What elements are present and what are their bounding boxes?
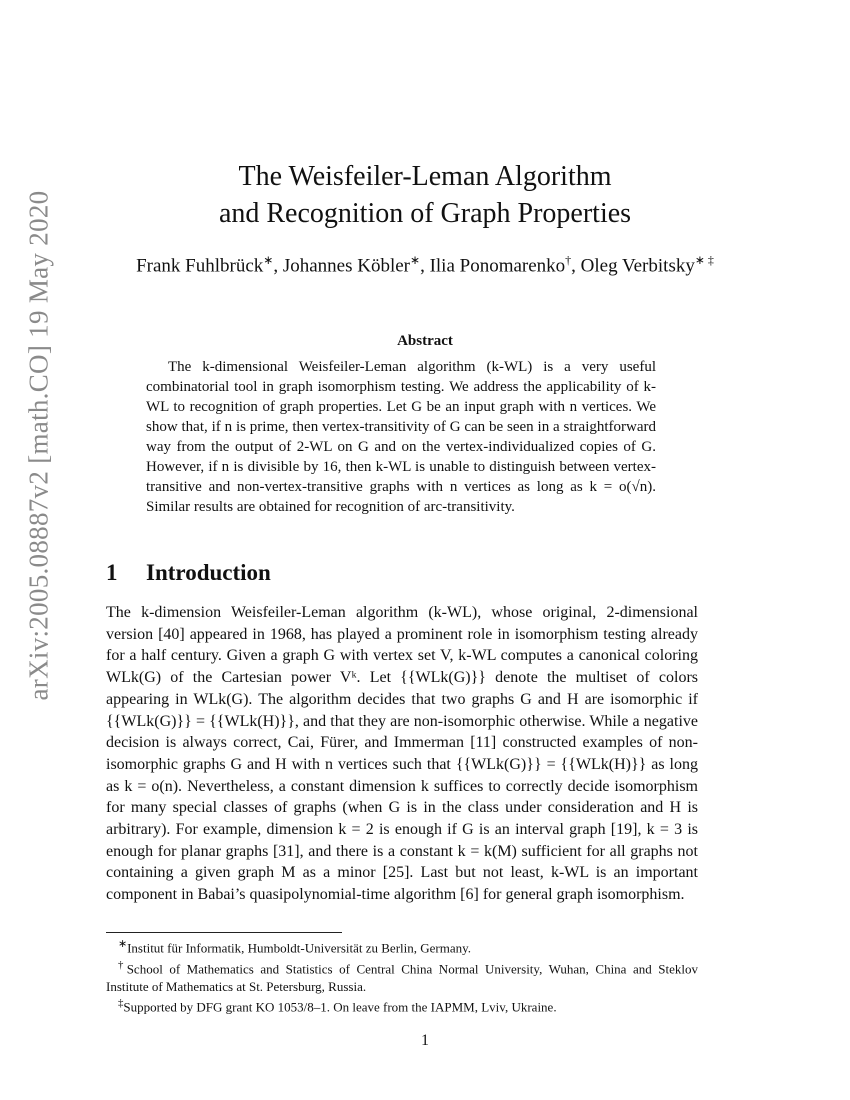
footnote-mark: ∗ <box>118 938 128 950</box>
paper-title-line-2: and Recognition of Graph Properties <box>218 198 632 229</box>
page-number: 1 <box>421 1032 429 1049</box>
section-heading <box>106 560 271 586</box>
introduction-paragraph: The k-dimension Weisfeiler-Leman algorithm (k-WL), whose original, 2-dimensional version [40] appeared in 1968, has played a prominent role in isomorphism testing already for a half century. Given a graph G with vertex set V, k-WL computes a canonical coloring WLk(G) of the Cartesian power Vᵏ. Let {{WLk(G)}} denote the multiset of colors appearing in WLk(G). The algorithm decides that two graphs G and H are isomorphic if {{WLk(G)}} = {{WLk(H)}}, and that they are non-isomorphic otherwise. While a negative decision is always correct, Cai, Fürer, and Immerman [11] constructed examples of non-isomorphic graphs G and H with n vertices such that {{WLk(G)}} = {{WLk(H)}} as long as k = o(n). Nevertheless, a constant dimension k suffices to correctly decide isomorphism for many special classes of graphs (when G is in the class under consideration and H is arbitrary). For example, dimension k = 2 is enough if G is an interval graph [19], k = 3 is enough for planar graphs [31], and there is a constant k = k(M) sufficient for all graphs not containing a given graph M as a minor [25]. Last but not least, k-WL is an important component in Babai’s quasipolynomial-time algorithm [6] for general graph isomorphism. <box>106 604 698 904</box>
author-name: Oleg Verbitsky <box>580 255 695 277</box>
arxiv-identifier-text: arXiv:2005.08887v2 [math.CO] 19 May 2020 <box>23 190 54 700</box>
author-affiliation-mark: † <box>565 253 572 267</box>
author-name: Johannes Köbler <box>282 255 410 277</box>
paper-title-line-1: The Weisfeiler-Leman Algorithm <box>238 161 612 192</box>
footnote-text: Supported by DFG grant KO 1053/8–1. On leave from the IAPMM, Lviv, Ukraine. <box>123 999 557 1015</box>
footnote-divider <box>106 932 342 933</box>
author-name: Frank Fuhlbrück <box>136 255 264 277</box>
author-separator: , <box>420 255 430 277</box>
footnote <box>106 995 698 1016</box>
abstract-heading: Abstract <box>397 333 453 349</box>
footnote-text: School of Mathematics and Statistics of Central China Normal University, Wuhan, China and Steklov Institute of Mathematics at St. Petersburg, Russia. <box>106 961 698 994</box>
footnote <box>106 936 698 957</box>
author-name: Ilia Ponomarenko <box>429 255 566 277</box>
footnote-mark: ‡ <box>118 997 124 1010</box>
author-affiliation-mark: ∗ ‡ <box>694 253 714 267</box>
author-separator: , <box>273 255 283 277</box>
section-title: Introduction <box>146 560 271 585</box>
footnote <box>106 957 698 995</box>
paper-title <box>0 158 850 232</box>
abstract-text: The k-dimensional Weisfeiler-Leman algorithm (k-WL) is a very useful combinatorial tool in graph isomorphism testing. We address the applicability of k-WL to recognition of graph properties. Let G be an input graph with n vertices. We show that, if n is prime, then vertex-transitivity of G can be seen in a straightforward way from the output of 2-WL on G and on the vertex-individualized copies of G. However, if n is divisible by 16, then k-WL is unable to distinguish between vertex-transitive and non-vertex-transitive graphs with n vertices as long as k = o(√n). Similar results are obtained for recognition of arc-transitivity. <box>146 359 656 515</box>
author-list <box>0 253 850 277</box>
author-separator: , <box>571 255 581 277</box>
footnotes <box>106 936 698 1016</box>
footnote-mark: † <box>118 958 127 971</box>
arxiv-identifier <box>14 190 64 700</box>
section-number: 1 <box>106 560 118 585</box>
author-affiliation-mark: ∗ <box>410 253 421 267</box>
author-affiliation-mark: ∗ <box>263 253 274 267</box>
footnote-text: Institut für Informatik, Humboldt-Universität zu Berlin, Germany. <box>127 940 472 956</box>
